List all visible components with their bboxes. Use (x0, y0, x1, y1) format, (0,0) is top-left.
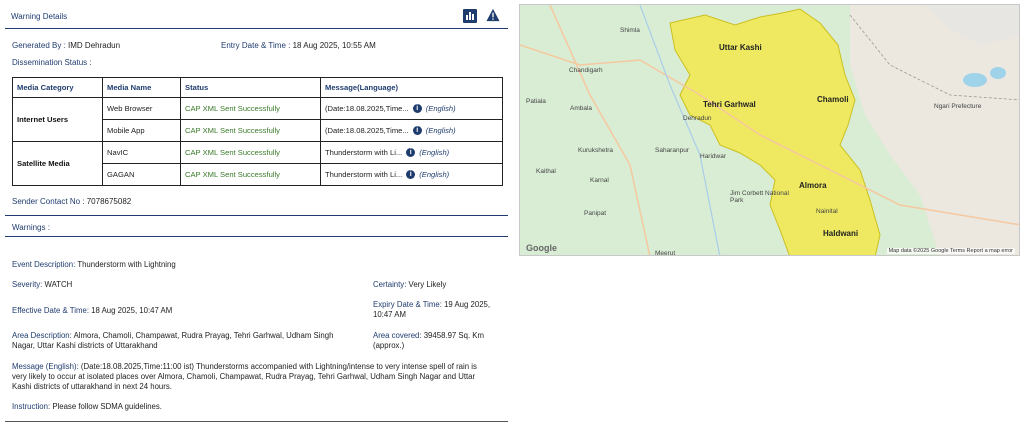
message-cell (321, 142, 503, 164)
area-description (12, 331, 333, 351)
dissemination-label: Dissemination Status : (12, 58, 92, 67)
severity (12, 280, 72, 290)
dissemination-table (12, 77, 503, 186)
place-label: Chandigarh (569, 67, 603, 74)
status-cell: CAP XML Sent Successfully (181, 98, 321, 120)
map-canvas (520, 5, 1020, 256)
language-link[interactable]: (English) (425, 125, 456, 135)
effective-label: Effective Date & Time: (12, 306, 89, 315)
severity-value: WATCH (44, 280, 73, 289)
status-cell: CAP XML Sent Successfully (181, 164, 321, 186)
district-label: Haldwani (823, 229, 859, 238)
entry-date-value: 18 Aug 2025, 10:55 AM (292, 41, 376, 50)
media-name-cell: NavIC (103, 142, 181, 164)
info-icon[interactable]: i (413, 104, 422, 113)
warning-area-map[interactable] (519, 4, 1020, 256)
expiry-value: 19 Aug 2025, (444, 300, 491, 309)
message-cell (321, 98, 503, 120)
info-icon[interactable]: i (406, 170, 415, 179)
sender-contact-value: 7078675082 (86, 197, 132, 206)
covered-label: Area covered: (373, 331, 422, 340)
place-label: Nainital (816, 208, 838, 215)
event-description (12, 260, 176, 270)
divider (5, 236, 508, 237)
generated-by-label: Generated By : (12, 41, 66, 50)
place-label: Meerut (655, 250, 676, 256)
place-label: Kaithal (536, 168, 556, 175)
message-text: Thunderstorm with Li... (325, 169, 403, 179)
media-name-cell: Web Browser (103, 98, 181, 120)
certainty (373, 280, 446, 290)
place-label: Karnal (590, 177, 609, 184)
lake-shape (990, 67, 1006, 79)
col-message: Message(Language) (321, 78, 503, 98)
panel-title: Warning Details (11, 12, 68, 21)
message-text: (Date:18.08.2025,Time... (325, 125, 409, 135)
category-cell: Internet Users (13, 98, 103, 142)
place-label: Panipat (584, 210, 607, 217)
district-label: Chamoli (817, 95, 849, 104)
covered-value: 39458.97 Sq. Km (423, 331, 484, 340)
warning-details-panel (5, 3, 508, 425)
warning-triangle-icon[interactable] (486, 8, 500, 22)
place-label: Ngari Prefecture (934, 103, 982, 110)
generated-by (12, 41, 120, 50)
col-status: Status (181, 78, 321, 98)
area-label: Area Description: (12, 331, 72, 340)
generated-by-value: IMD Dehradun (68, 41, 121, 50)
language-link[interactable]: (English) (419, 147, 450, 157)
map-attribution[interactable]: Map data ©2025 Google Terms Report a map error (888, 248, 1013, 254)
place-label: Ambala (570, 105, 593, 112)
instruction (12, 402, 162, 412)
place-label: Shimla (620, 27, 640, 34)
area-covered (373, 331, 484, 351)
effective-date (12, 306, 172, 316)
entry-date (221, 41, 376, 50)
place-label: Saharanpur (655, 147, 689, 154)
message-cell (321, 164, 503, 186)
table-header-row (13, 78, 503, 98)
entry-date-label: Entry Date & Time : (221, 41, 291, 50)
col-media-category: Media Category (13, 78, 103, 98)
table-row (13, 98, 503, 120)
place-label: Patiala (526, 98, 546, 105)
col-media-name: Media Name (103, 78, 181, 98)
effective-value: 18 Aug 2025, 10:47 AM (91, 306, 173, 315)
bar-chart-icon[interactable] (463, 9, 477, 23)
message-line-2: very likely to occur at isolated places over Almora, Chamoli, Champawat, Rudra Prayag, Tehri Garhwal, Udham Singh Nagar and Uttar (12, 372, 476, 381)
expiry-label: Expiry Date & Time: (373, 300, 442, 309)
message-text: (Date:18.08.2025,Time... (325, 103, 409, 113)
category-cell: Satellite Media (13, 142, 103, 186)
covered-value-2: (approx.) (373, 341, 405, 350)
district-label: Uttar Kashi (719, 43, 762, 52)
language-link[interactable]: (English) (425, 103, 456, 113)
message-line-1: (Date:18.08.2025,Time:11:00 ist) Thunderstorms accompanied with Lightning/intense to very intense spell of rain is (80, 362, 477, 371)
sender-contact (12, 197, 131, 206)
severity-label: Severity: (12, 280, 43, 289)
divider (5, 215, 508, 216)
table-row (13, 142, 503, 164)
lake-shape (963, 73, 987, 87)
certainty-value: Very Likely (408, 280, 447, 289)
place-label: Jim Corbett National Park (730, 190, 789, 204)
status-cell: CAP XML Sent Successfully (181, 120, 321, 142)
info-icon[interactable]: i (406, 148, 415, 157)
status-cell: CAP XML Sent Successfully (181, 142, 321, 164)
message-english (12, 362, 507, 392)
bottom-divider (5, 421, 508, 422)
district-label: Almora (799, 181, 827, 190)
message-line-3: Kashi districts of uttarakhand in next 24 hours. (12, 382, 172, 391)
message-label: Message (English): (12, 362, 79, 371)
sender-contact-label: Sender Contact No : (12, 197, 85, 206)
expiry-date (373, 300, 490, 320)
language-link[interactable]: (English) (419, 169, 450, 179)
google-logo: Google (526, 243, 557, 253)
panel-header (5, 3, 508, 29)
message-cell (321, 120, 503, 142)
instruction-label: Instruction: (12, 402, 51, 411)
area-value: Almora, Chamoli, Champawat, Rudra Prayag, Tehri Garhwal, Udham Singh (73, 331, 334, 340)
place-label: Haridwar (700, 153, 727, 160)
event-label: Event Description: (12, 260, 76, 269)
event-value: Thunderstorm with Lightning (77, 260, 176, 269)
warnings-label: Warnings : (12, 223, 50, 232)
message-text: Thunderstorm with Li... (325, 147, 403, 157)
expiry-value-2: 10:47 AM (373, 310, 406, 319)
place-label: Dehradun (683, 115, 712, 122)
info-icon[interactable]: i (413, 126, 422, 135)
certainty-label: Certainty: (373, 280, 407, 289)
media-name-cell: Mobile App (103, 120, 181, 142)
place-label: Kurukshetra (578, 147, 614, 154)
area-value-2: Nagar, Uttar Kashi districts of Uttarakhand (12, 341, 158, 350)
instruction-value: Please follow SDMA guidelines. (52, 402, 162, 411)
district-label: Tehri Garhwal (703, 100, 756, 109)
media-name-cell: GAGAN (103, 164, 181, 186)
